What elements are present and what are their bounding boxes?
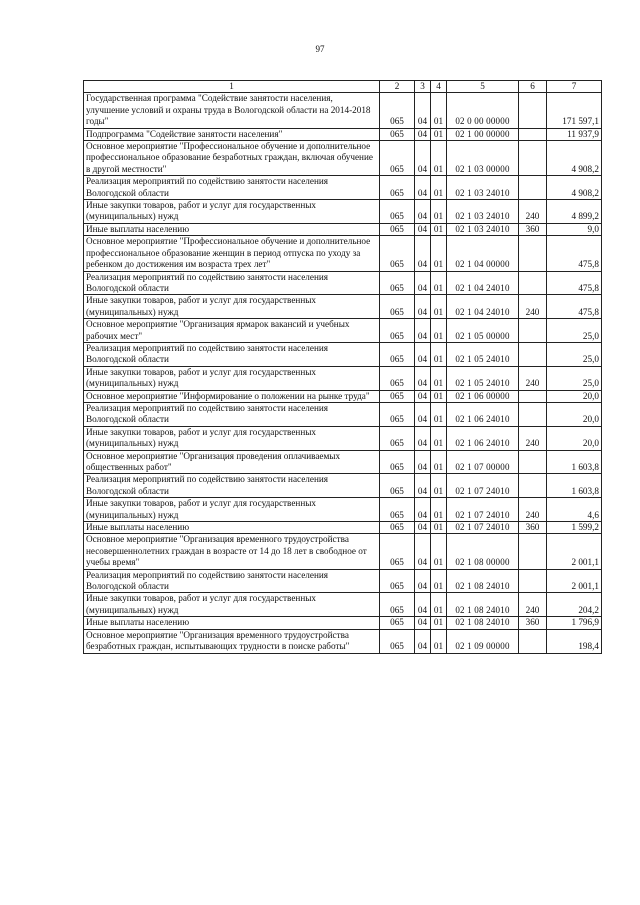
row-name-cell: Основное мероприятие "Организация проведения оплачиваемых общественных работ" [84,450,380,474]
table-row [84,617,602,629]
admin-code-cell: 065 [380,342,415,366]
target-article-cell: 02 1 03 24010 [447,223,519,235]
target-article-cell: 02 1 04 00000 [447,236,519,271]
section-cell: 04 [415,295,431,319]
row-name-cell: Иные закупки товаров, работ и услуг для государственных (муниципальных) нужд [84,426,380,450]
expense-type-cell: 240 [519,498,547,522]
row-name-cell: Иные выплаты населению [84,522,380,534]
row-name-cell: Реализация мероприятий по содействию занятости населения Вологодской области [84,342,380,366]
table-row [84,522,602,534]
subsection-cell: 01 [431,319,447,343]
row-name-cell: Иные закупки товаров, работ и услуг для государственных (муниципальных) нужд [84,593,380,617]
table-row [84,295,602,319]
section-cell: 04 [415,236,431,271]
admin-code-cell: 065 [380,128,415,140]
subsection-cell: 01 [431,629,447,653]
target-article-cell: 02 1 08 24010 [447,617,519,629]
admin-code-cell: 065 [380,390,415,402]
table-row [84,176,602,200]
table-row [84,629,602,653]
expense-type-cell [519,390,547,402]
table-row [84,319,602,343]
amount-cell: 1 599,2 [547,522,602,534]
admin-code-cell: 065 [380,522,415,534]
expense-type-cell [519,342,547,366]
subsection-cell: 01 [431,402,447,426]
row-name-cell: Основное мероприятие "Профессиональное обучение и дополнительное профессиональное образование безработных граждан, включая обучение в другой местности" [84,141,380,176]
column-header: 6 [519,81,547,93]
expense-type-cell: 240 [519,200,547,224]
admin-code-cell: 065 [380,271,415,295]
subsection-cell: 01 [431,176,447,200]
admin-code-cell: 065 [380,629,415,653]
amount-cell: 20,0 [547,390,602,402]
admin-code-cell: 065 [380,200,415,224]
subsection-cell: 01 [431,200,447,224]
row-name-cell: Реализация мероприятий по содействию занятости населения Вологодской области [84,569,380,593]
subsection-cell: 01 [431,141,447,176]
admin-code-cell: 065 [380,223,415,235]
row-name-cell: Иные закупки товаров, работ и услуг для государственных (муниципальных) нужд [84,366,380,390]
table-row [84,236,602,271]
row-name-cell: Основное мероприятие "Организация временного трудоустройства безработных граждан, испытывающих трудности в поиске работы" [84,629,380,653]
section-cell: 04 [415,534,431,569]
table-row [84,223,602,235]
admin-code-cell: 065 [380,236,415,271]
subsection-cell: 01 [431,426,447,450]
section-cell: 04 [415,617,431,629]
target-article-cell: 02 1 06 24010 [447,426,519,450]
subsection-cell: 01 [431,617,447,629]
subsection-cell: 01 [431,390,447,402]
section-cell: 04 [415,390,431,402]
expense-type-cell [519,176,547,200]
subsection-cell: 01 [431,93,447,128]
row-name-cell: Иные выплаты населению [84,223,380,235]
admin-code-cell: 065 [380,474,415,498]
section-cell: 04 [415,141,431,176]
column-header: 3 [415,81,431,93]
subsection-cell: 01 [431,593,447,617]
target-article-cell: 02 1 08 24010 [447,569,519,593]
column-header: 2 [380,81,415,93]
section-cell: 04 [415,593,431,617]
admin-code-cell: 065 [380,498,415,522]
target-article-cell: 02 1 06 00000 [447,390,519,402]
table-row [84,402,602,426]
section-cell: 04 [415,450,431,474]
section-cell: 04 [415,402,431,426]
row-name-cell: Основное мероприятие "Организация временного трудоустройства несовершеннолетних граждан в возрасте от 14 до 18 лет в свободное от учебы время" [84,534,380,569]
target-article-cell: 02 1 05 00000 [447,319,519,343]
amount-cell: 25,0 [547,319,602,343]
row-name-cell: Реализация мероприятий по содействию занятости населения Вологодской области [84,474,380,498]
expense-type-cell [519,236,547,271]
section-cell: 04 [415,128,431,140]
section-cell: 04 [415,629,431,653]
expense-type-cell [519,402,547,426]
section-cell: 04 [415,271,431,295]
subsection-cell: 01 [431,450,447,474]
amount-cell: 1 603,8 [547,474,602,498]
admin-code-cell: 065 [380,366,415,390]
amount-cell: 11 937,9 [547,128,602,140]
subsection-cell: 01 [431,223,447,235]
amount-cell: 25,0 [547,342,602,366]
table-row [84,569,602,593]
target-article-cell: 02 1 06 24010 [447,402,519,426]
table-row [84,342,602,366]
table-header-row [84,81,602,93]
row-name-cell: Реализация мероприятий по содействию занятости населения Вологодской области [84,271,380,295]
table-body [84,93,602,653]
subsection-cell: 01 [431,128,447,140]
table-row [84,93,602,128]
row-name-cell: Реализация мероприятий по содействию занятости населения Вологодской области [84,402,380,426]
admin-code-cell: 065 [380,569,415,593]
amount-cell: 4 899,2 [547,200,602,224]
column-header: 4 [431,81,447,93]
section-cell: 04 [415,319,431,343]
admin-code-cell: 065 [380,426,415,450]
section-cell: 04 [415,426,431,450]
column-header: 7 [547,81,602,93]
expense-type-cell: 240 [519,366,547,390]
expense-type-cell: 240 [519,295,547,319]
amount-cell: 2 001,1 [547,569,602,593]
section-cell: 04 [415,223,431,235]
amount-cell: 1 796,9 [547,617,602,629]
table-row [84,141,602,176]
row-name-cell: Иные выплаты населению [84,617,380,629]
target-article-cell: 02 0 00 00000 [447,93,519,128]
subsection-cell: 01 [431,498,447,522]
row-name-cell: Иные закупки товаров, работ и услуг для государственных (муниципальных) нужд [84,295,380,319]
expense-type-cell: 360 [519,223,547,235]
target-article-cell: 02 1 03 24010 [447,176,519,200]
expense-type-cell [519,141,547,176]
column-header: 5 [447,81,519,93]
section-cell: 04 [415,569,431,593]
target-article-cell: 02 1 03 00000 [447,141,519,176]
amount-cell: 475,8 [547,271,602,295]
admin-code-cell: 065 [380,295,415,319]
target-article-cell: 02 1 04 24010 [447,271,519,295]
target-article-cell: 02 1 05 24010 [447,366,519,390]
admin-code-cell: 065 [380,93,415,128]
section-cell: 04 [415,474,431,498]
expense-type-cell: 240 [519,593,547,617]
row-name-cell: Основное мероприятие "Организация ярмарок вакансий и учебных рабочих мест" [84,319,380,343]
amount-cell: 204,2 [547,593,602,617]
amount-cell: 20,0 [547,402,602,426]
table-row [84,593,602,617]
expense-type-cell [519,629,547,653]
expense-type-cell: 240 [519,426,547,450]
target-article-cell: 02 1 07 24010 [447,522,519,534]
expense-type-cell [519,534,547,569]
section-cell: 04 [415,200,431,224]
admin-code-cell: 065 [380,593,415,617]
row-name-cell: Основное мероприятие "Информирование о положении на рынке труда" [84,390,380,402]
table-row [84,390,602,402]
section-cell: 04 [415,366,431,390]
target-article-cell: 02 1 08 24010 [447,593,519,617]
table-row [84,474,602,498]
subsection-cell: 01 [431,366,447,390]
amount-cell: 9,0 [547,223,602,235]
row-name-cell: Подпрограмма "Содействие занятости населения" [84,128,380,140]
section-cell: 04 [415,498,431,522]
page-number: 97 [315,44,325,54]
table-row [84,498,602,522]
target-article-cell: 02 1 03 24010 [447,200,519,224]
expense-type-cell [519,450,547,474]
subsection-cell: 01 [431,295,447,319]
expense-type-cell [519,93,547,128]
target-article-cell: 02 1 00 00000 [447,128,519,140]
row-name-cell: Основное мероприятие "Профессиональное обучение и дополнительное профессиональное образование женщин в период отпуска по уходу за ребенком до достижения им возраста трех лет" [84,236,380,271]
subsection-cell: 01 [431,236,447,271]
row-name-cell: Реализация мероприятий по содействию занятости населения Вологодской области [84,176,380,200]
expense-type-cell: 360 [519,617,547,629]
expense-type-cell [519,319,547,343]
amount-cell: 2 001,1 [547,534,602,569]
section-cell: 04 [415,93,431,128]
amount-cell: 475,8 [547,295,602,319]
amount-cell: 4 908,2 [547,141,602,176]
table-row [84,366,602,390]
admin-code-cell: 065 [380,450,415,474]
column-header: 1 [84,81,380,93]
target-article-cell: 02 1 05 24010 [447,342,519,366]
admin-code-cell: 065 [380,176,415,200]
table-row [84,271,602,295]
row-name-cell: Иные закупки товаров, работ и услуг для государственных (муниципальных) нужд [84,498,380,522]
target-article-cell: 02 1 09 00000 [447,629,519,653]
admin-code-cell: 065 [380,402,415,426]
amount-cell: 25,0 [547,366,602,390]
section-cell: 04 [415,176,431,200]
admin-code-cell: 065 [380,534,415,569]
section-cell: 04 [415,342,431,366]
expense-type-cell [519,128,547,140]
target-article-cell: 02 1 08 00000 [447,534,519,569]
expense-type-cell [519,474,547,498]
table-row [84,200,602,224]
target-article-cell: 02 1 07 00000 [447,450,519,474]
amount-cell: 198,4 [547,629,602,653]
row-name-cell: Государственная программа "Содействие занятости населения, улучшение условий и охраны труда в Вологодской области на 2014-2018 годы" [84,93,380,128]
subsection-cell: 01 [431,534,447,569]
amount-cell: 4,6 [547,498,602,522]
table-row [84,128,602,140]
expense-type-cell: 360 [519,522,547,534]
target-article-cell: 02 1 07 24010 [447,498,519,522]
target-article-cell: 02 1 07 24010 [447,474,519,498]
subsection-cell: 01 [431,569,447,593]
admin-code-cell: 065 [380,319,415,343]
expense-type-cell [519,569,547,593]
admin-code-cell: 065 [380,141,415,176]
table-row [84,534,602,569]
amount-cell: 4 908,2 [547,176,602,200]
amount-cell: 171 597,1 [547,93,602,128]
row-name-cell: Иные закупки товаров, работ и услуг для государственных (муниципальных) нужд [84,200,380,224]
table-row [84,426,602,450]
subsection-cell: 01 [431,342,447,366]
amount-cell: 1 603,8 [547,450,602,474]
amount-cell: 20,0 [547,426,602,450]
target-article-cell: 02 1 04 24010 [447,295,519,319]
amount-cell: 475,8 [547,236,602,271]
table-row [84,450,602,474]
subsection-cell: 01 [431,474,447,498]
budget-table [83,80,602,654]
section-cell: 04 [415,522,431,534]
subsection-cell: 01 [431,522,447,534]
expense-type-cell [519,271,547,295]
subsection-cell: 01 [431,271,447,295]
admin-code-cell: 065 [380,617,415,629]
